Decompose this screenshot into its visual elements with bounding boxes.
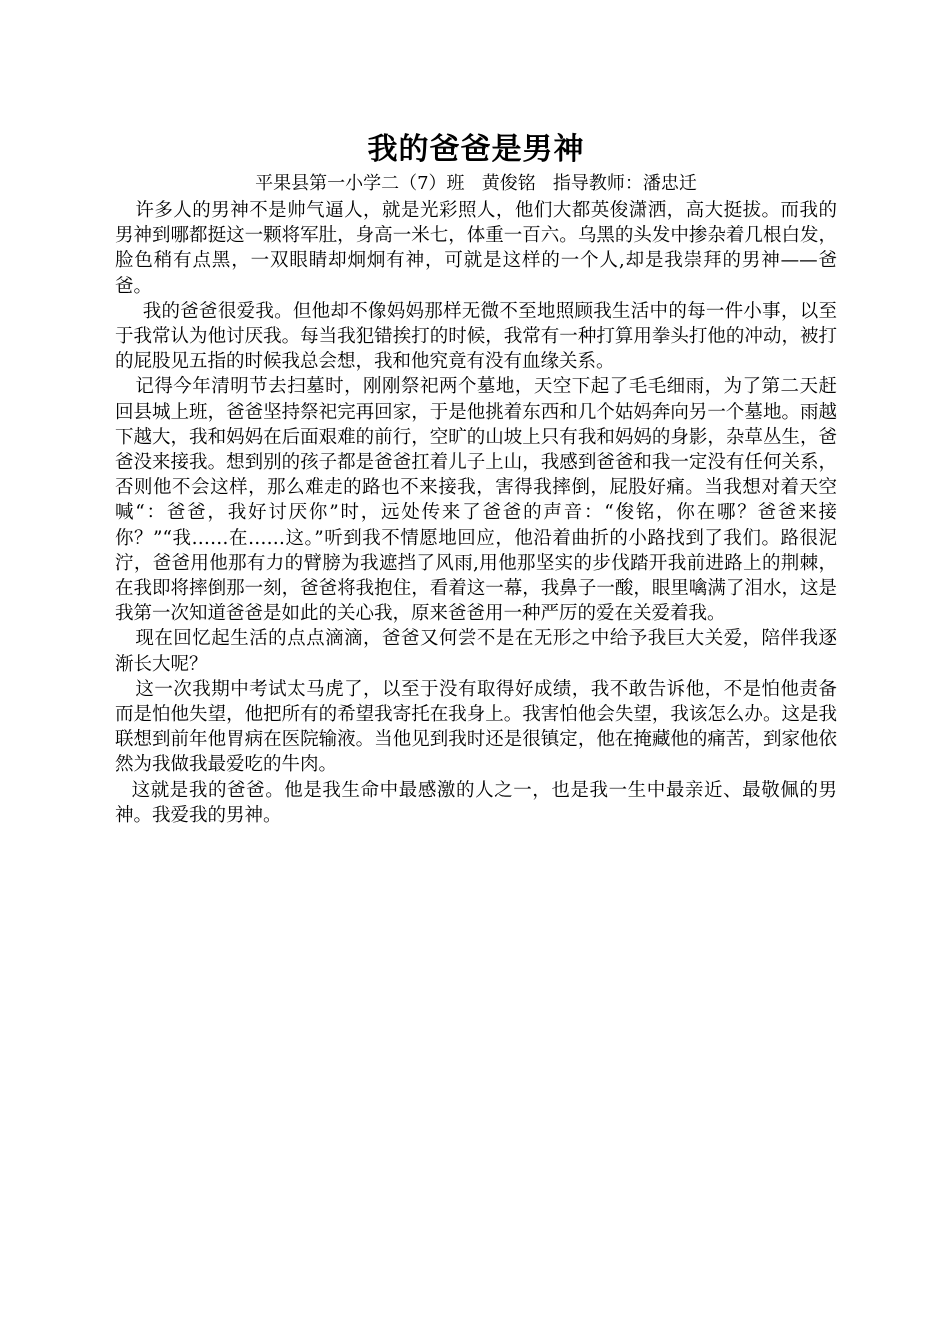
paragraph-5: 这一次我期中考试太马虎了，以至于没有取得好成绩，我不敢告诉他，不是怕他责备而是怕他失望，他把所有的希望我寄托在我身上。我害怕他会失望，我该怎么办。这是我联想到前年他胃病在医院输液。当他见到我时还是很镇定，他在掩藏他的痛苦，到家他依然为我做我最爱吃的牛肉。 (115, 678, 837, 776)
paragraph-1: 许多人的男神不是帅气逼人，就是光彩照人，他们大都英俊潇洒，高大挺拔。而我的男神到哪都挺这一颗将军肚，身高一米七，体重一百六。乌黑的头发中掺杂着几根白发，脸色稍有点黑，一双眼睛却炯炯有神，可就是这样的一个人,却是我崇拜的男神——爸爸。 (115, 200, 837, 297)
document-title: 我的爸爸是男神 (367, 132, 585, 167)
document-page (115, 128, 837, 828)
paragraph-4: 现在回忆起生活的点点滴滴，爸爸又何尝不是在无形之中给予我巨大关爱，陪伴我逐渐长大呢？ (115, 628, 837, 675)
paragraph-6: 这就是我的爸爸。他是我生命中最感激的人之一，也是我一生中最亲近、最敬佩的男神。我爱我的男神。 (115, 779, 837, 826)
paragraph-2: 我的爸爸很爱我。但他却不像妈妈那样无微不至地照顾我生活中的每一件小事，以至于我常认为他讨厌我。每当我犯错挨打的时候，我常有一种打算用拳头打他的冲动，被打的屁股见五指的时候我总会想，我和他究竟有没有血缘关系。 (115, 300, 837, 373)
author-byline: 平果县第一小学二（7）班 黄俊铭 指导教师：潘忠迁 (255, 173, 697, 194)
paragraph-3: 记得今年清明节去扫墓时，刚刚祭祀两个墓地，天空下起了毛毛细雨，为了第二天赶回县城上班，爸爸坚持祭祀完再回家，于是他挑着东西和几个姑妈奔向另一个墓地。雨越下越大，我和妈妈在后面艰难的前行，空旷的山坡上只有我和妈妈的身影，杂草丛生，爸爸没来接我。想到别的孩子都是爸爸扛着儿子上山，我感到爸爸和我一定没有任何关系，否则他不会这样，那么难走的路也不来接我，害得我摔倒，屁股好痛。当我想对着天空喊“：爸爸，我好讨厌你”时，远处传来了爸爸的声音：“俊铭，你在哪？爸爸来接你？”“我……在……这。”听到我不情愿地回应，他沿着曲折的小路找到了我们。路很泥泞，爸爸用他那有力的臂膀为我遮挡了风雨,用他那坚实的步伐踏开我前进路上的荆棘，在我即将摔倒那一刻，爸爸将我抱住，看着这一幕，我鼻子一酸，眼里噙满了泪水，这是我第一次知道爸爸是如此的关心我，原来爸爸用一种严厉的爱在关爱着我。 (115, 376, 837, 625)
